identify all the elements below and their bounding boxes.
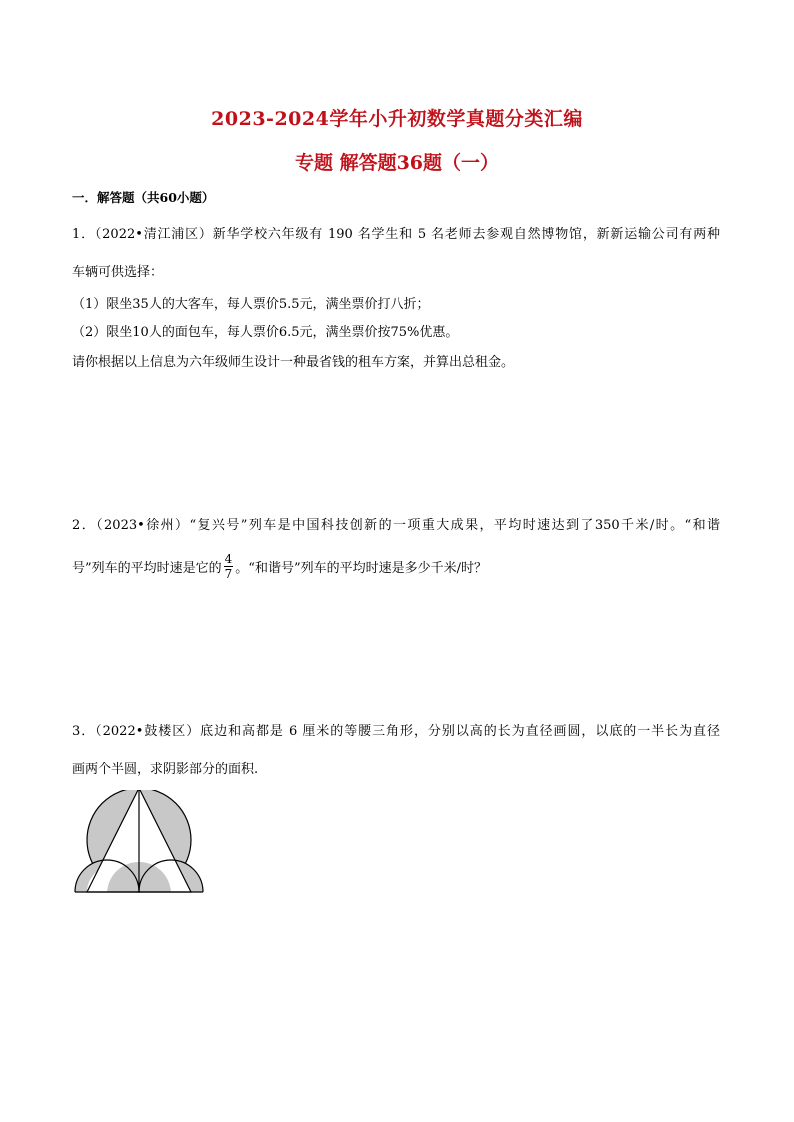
document-title: 2023-2024学年小升初数学真题分类汇编: [211, 108, 583, 130]
fraction-numerator: 4: [224, 552, 233, 566]
geometry-figure: [72, 790, 208, 906]
q1-line2: 车辆可供选择：: [72, 265, 164, 280]
q1-option2: （2）限坐10人的面包车，每人票价6.5元，满坐票价按75%优惠。: [72, 325, 459, 340]
fraction: [224, 552, 234, 581]
q2-line1: 2．（2023•徐州）“复兴号”列车是中国科技创新的一项重大成果，平均时速达到了350千米/时。“和谐: [72, 518, 720, 533]
document-subtitle: 专题 解答题36题（一）: [294, 152, 500, 174]
q1-option1: （1）限坐35人的大客车，每人票价5.5元，满坐票价打八折；: [72, 297, 430, 312]
q1-ask: 请你根据以上信息为六年级师生设计一种最省钱的租车方案，并算出总租金。: [72, 355, 515, 370]
fraction-denominator: 7: [224, 567, 233, 581]
q3-line2: 画两个半圆，求阴影部分的面积.: [72, 762, 259, 777]
q2-line2-after: 。“和谐号”列车的平均时速是多少千米/时？: [235, 561, 487, 576]
q2-line2: [72, 554, 487, 583]
q3-line1: 3．（2022•鼓楼区）底边和高都是 6 厘米的等腰三角形，分别以高的长为直径画圆，以底的一半长为直径: [72, 724, 720, 739]
q2-line2-before: 号”列车的平均时速是它的: [72, 561, 222, 576]
q1-line1: 1．（2022•清江浦区）新华学校六年级有 190 名学生和 5 名老师去参观自然博物馆，新新运输公司有两种: [72, 227, 720, 242]
section-heading: 一．解答题（共60小题）: [72, 190, 215, 205]
geometry-figure-svg: [72, 790, 208, 902]
